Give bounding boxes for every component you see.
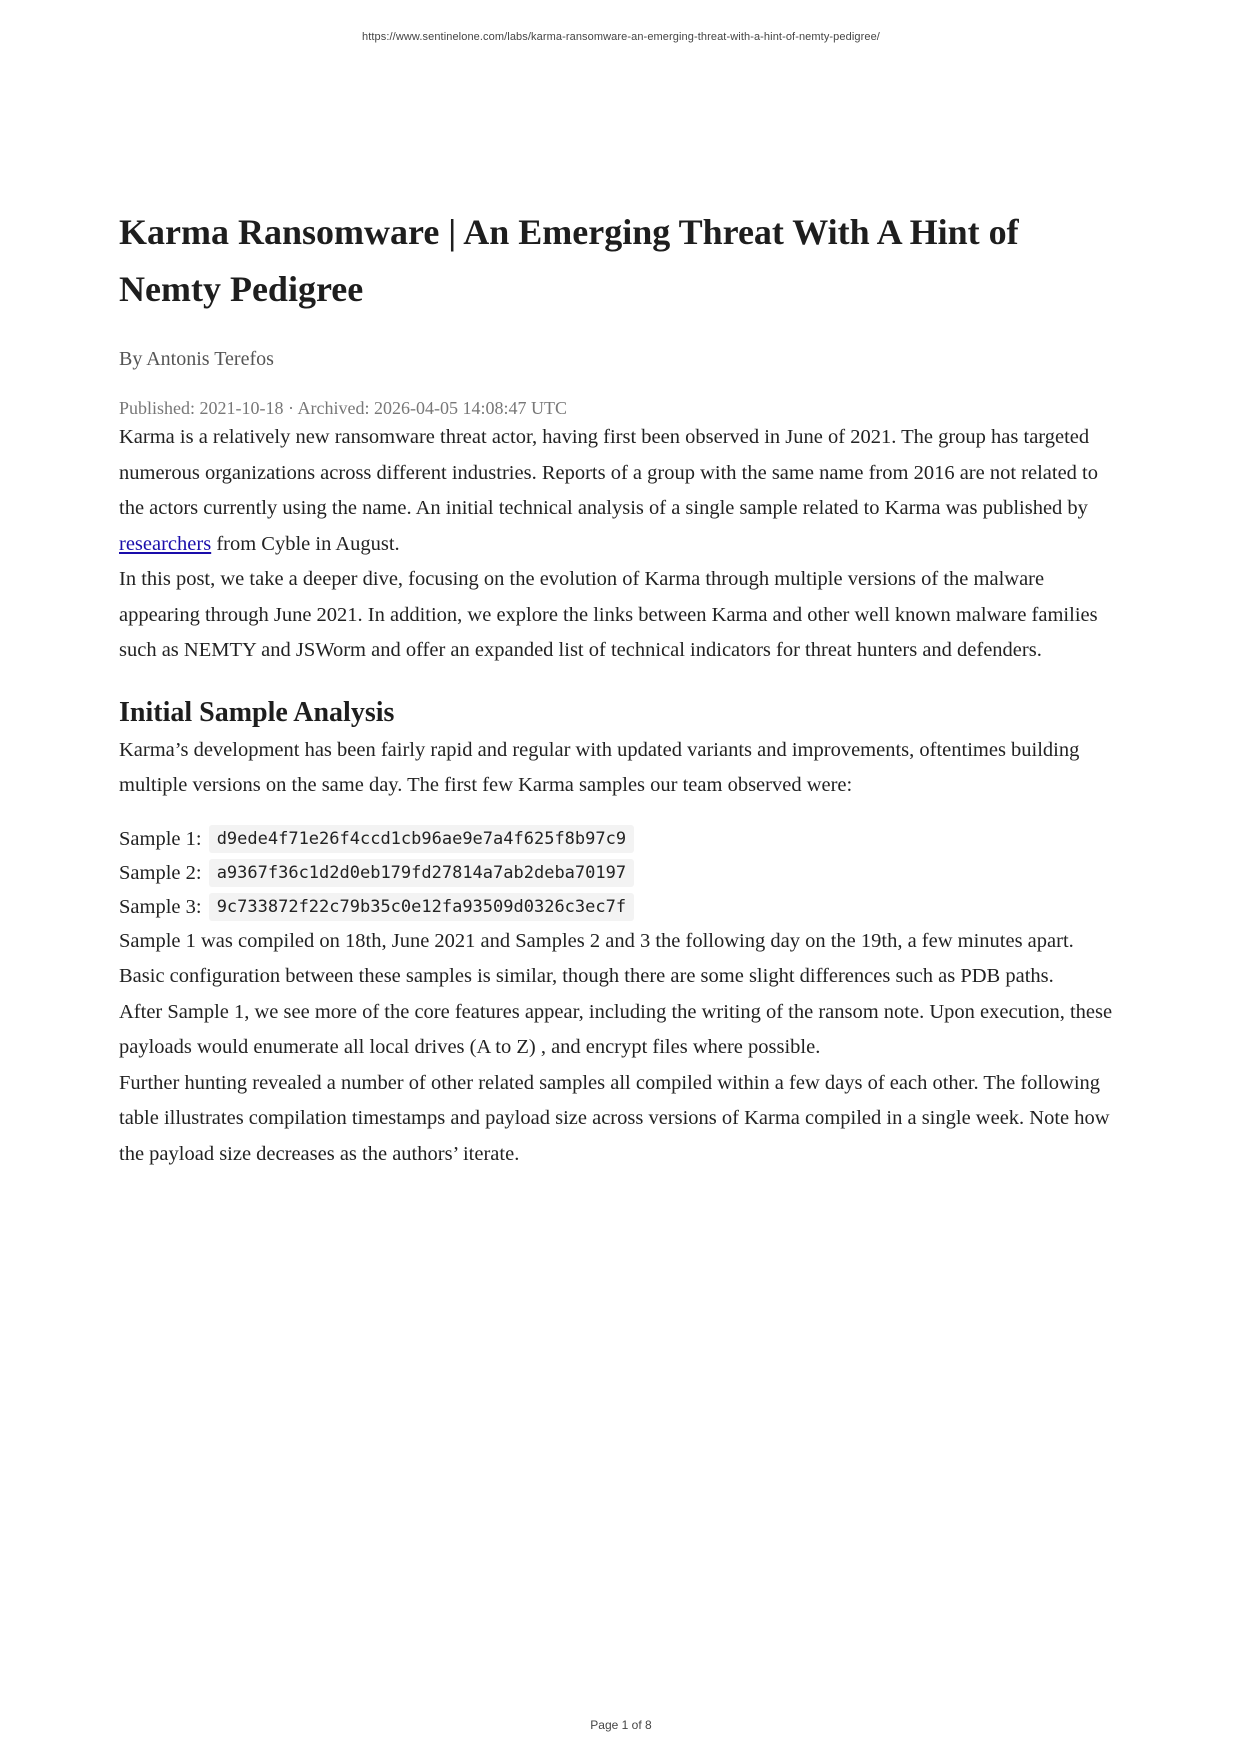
sample-hash: a9367f36c1d2d0eb179fd27814a7ab2deba70197 [209,859,634,887]
sample-hash: d9ede4f71e26f4ccd1cb96ae9e7a4f625f8b97c9 [209,825,634,853]
intro-text-end: from Cyble in August. [211,532,400,555]
paragraph-5: After Sample 1, we see more of the core features appear, including the writing of the ransom note. Upon execution, these payloads would enumerate all local drives (A to Z) , and encrypt files where possible. [119,1000,1113,1058]
researchers-link[interactable]: researchers [119,532,212,555]
sample-label: Sample 3: [119,895,202,918]
sample-label: Sample 2: [119,861,202,884]
sample-label: Sample 1: [119,827,202,850]
paragraph-4: Sample 1 was compiled on 18th, June 2021 and Samples 2 and 3 the following day on the 19th, a few minutes apart. Basic configuration between these samples is similar, though there are some slight differences such as PDB paths. [119,929,1074,987]
intro-text-start: Karma is a relatively new ransomware threat actor, having first been observed in June of 2021. The group has targeted numerous organizations across different industries. Reports of a group with the same name from 2016 are not related to the actors currently using the name. An initial technical analysis of a single sample related to Karma was published by [119,426,1098,519]
paragraph-2: In this post, we take a deeper dive, focusing on the evolution of Karma through multiple versions of the malware appearing through June 2021. In addition, we explore the links between Karma and other well known malware families such as NEMTY and JSWorm and offer an expanded list of technical indicators for threat hunters and defenders. [119,568,1098,661]
page-url: https://www.sentinelone.com/labs/karma-ransomware-an-emerging-threat-with-a-hint-of-nemty-pedigree/ [362,31,880,43]
sample-hash: 9c733872f22c79b35c0e12fa93509d0326c3ec7f [209,893,634,921]
sample-row [119,856,1124,890]
publish-date: Published: 2021-10-18 · Archived: 2026-04-05 14:08:47 UTC [119,398,567,418]
page-number: Page 1 of 8 [590,1718,652,1732]
author-byline: By Antonis Terefos [119,348,274,370]
intro-paragraph [119,420,1124,562]
paragraph-3: Karma’s development has been fairly rapid and regular with updated variants and improvements, oftentimes building multiple versions on the same day. The first few Karma samples our team observed were: [119,738,1080,796]
paragraph-6: Further hunting revealed a number of other related samples all compiled within a few days of each other. The following table illustrates compilation timestamps and payload size across versions of Karma compiled in a single week. Note how the payload size decreases as the authors’ iterate. [119,1071,1110,1165]
section-heading: Initial Sample Analysis [119,696,395,728]
sample-list [119,822,1124,924]
article [119,204,1124,1172]
sample-row [119,890,1124,924]
sample-row [119,822,1124,856]
article-title: Karma Ransomware | An Emerging Threat With A Hint of Nemty Pedigree [119,212,1019,309]
